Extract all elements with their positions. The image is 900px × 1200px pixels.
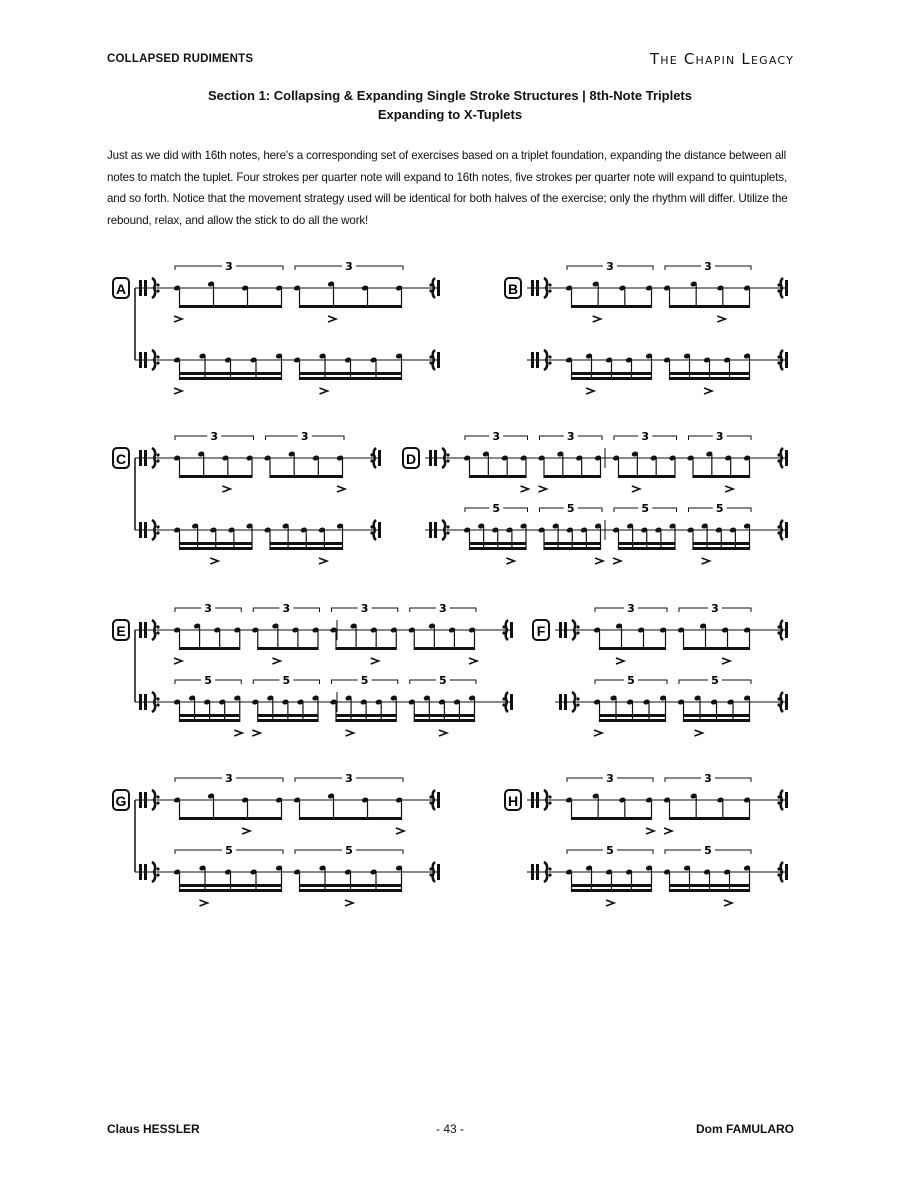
exercise-label xyxy=(403,448,419,468)
repeat-end-sign xyxy=(506,620,508,640)
beam xyxy=(600,714,666,717)
percussion-clef-bar xyxy=(429,522,432,538)
percussion-clef-bar xyxy=(536,352,539,368)
exercise-label-text: A xyxy=(115,281,127,297)
accent-mark xyxy=(328,316,336,322)
tuplet-number: 5 xyxy=(566,502,575,515)
beam xyxy=(670,305,750,308)
final-barline xyxy=(437,352,440,368)
final-barline xyxy=(785,694,788,710)
beam xyxy=(414,719,474,722)
beam xyxy=(619,547,676,550)
accent-mark xyxy=(337,486,345,492)
beam xyxy=(180,305,282,308)
tuplet-number: 3 xyxy=(300,430,309,443)
repeat-dot xyxy=(156,453,159,456)
repeat-end-sign xyxy=(433,862,435,882)
exercise-label-text: D xyxy=(405,451,417,467)
accent-mark xyxy=(174,388,182,394)
beam xyxy=(180,889,282,892)
beam xyxy=(600,647,666,650)
accent-mark xyxy=(632,486,640,492)
beam xyxy=(693,475,750,478)
tuplet-number: 5 xyxy=(715,502,724,515)
tuplet-number: 5 xyxy=(711,674,719,687)
beam xyxy=(572,884,652,887)
percussion-clef-bar xyxy=(139,280,142,296)
repeat-end-sign xyxy=(781,620,783,640)
tuplet-number: 3 xyxy=(704,260,712,273)
accent-mark xyxy=(439,730,447,736)
exercise-label-text: G xyxy=(115,793,127,809)
beam xyxy=(180,817,282,820)
beam xyxy=(180,475,253,478)
accent-mark xyxy=(521,486,529,492)
tuplet-number: 3 xyxy=(566,430,575,443)
percussion-clef-bar xyxy=(139,694,142,710)
exercise-label-text: E xyxy=(116,623,126,639)
repeat-dot xyxy=(548,283,551,286)
repeat-dot xyxy=(156,697,159,700)
repeat-dot xyxy=(576,703,579,706)
beam xyxy=(684,647,750,650)
beam xyxy=(600,719,666,722)
beam xyxy=(180,714,240,717)
repeat-dot xyxy=(548,289,551,292)
exercise-label xyxy=(113,790,129,810)
final-barline xyxy=(378,522,381,538)
accent-mark xyxy=(252,730,260,736)
final-barline xyxy=(785,280,788,296)
accent-mark xyxy=(702,558,710,564)
percussion-clef-bar xyxy=(531,280,534,296)
tuplet-number: 3 xyxy=(282,602,291,615)
final-barline xyxy=(437,792,440,808)
percussion-clef-bar xyxy=(531,864,534,880)
repeat-end-sign xyxy=(433,350,435,370)
tuplet-number: 5 xyxy=(360,674,369,687)
final-barline xyxy=(785,522,788,538)
tuplet-number: 3 xyxy=(225,772,233,785)
repeat-dot xyxy=(576,697,579,700)
beam xyxy=(180,377,282,380)
percussion-clef-bar xyxy=(144,864,147,880)
exercise-label-text: C xyxy=(115,451,127,467)
repeat-end-sign xyxy=(781,350,783,370)
repeat-dot xyxy=(156,631,159,634)
accent-mark xyxy=(595,558,603,564)
beam xyxy=(180,372,282,375)
accent-mark xyxy=(346,730,354,736)
accent-mark xyxy=(586,388,594,394)
accent-mark xyxy=(242,828,250,834)
repeat-dot xyxy=(156,459,159,462)
repeat-dot xyxy=(548,355,551,358)
tuplet-number: 3 xyxy=(606,260,614,273)
beam xyxy=(300,884,402,887)
percussion-clef-bar xyxy=(536,864,539,880)
exercise-label xyxy=(533,620,549,640)
repeat-dot xyxy=(156,873,159,876)
tuplet-number: 5 xyxy=(627,674,635,687)
accent-mark xyxy=(272,658,280,664)
percussion-clef-bar xyxy=(139,864,142,880)
exercise-label-text: H xyxy=(507,793,519,809)
accent-mark xyxy=(506,558,514,564)
tuplet-number: 3 xyxy=(225,260,233,273)
beam xyxy=(572,889,652,892)
beam xyxy=(180,542,253,545)
beam xyxy=(670,377,750,380)
accent-mark xyxy=(695,730,703,736)
beam xyxy=(544,542,601,545)
repeat-dot xyxy=(446,453,449,456)
tuplet-number: 3 xyxy=(345,260,353,273)
accent-mark xyxy=(664,828,672,834)
final-barline xyxy=(510,694,513,710)
beam xyxy=(270,542,343,545)
beam xyxy=(258,714,318,717)
tuplet-number: 3 xyxy=(711,602,719,615)
repeat-dot xyxy=(156,801,159,804)
repeat-dot xyxy=(576,631,579,634)
final-barline xyxy=(785,792,788,808)
tuplet-number: 5 xyxy=(704,844,712,857)
percussion-clef-bar xyxy=(531,792,534,808)
beam xyxy=(670,884,750,887)
beam xyxy=(180,719,240,722)
beam xyxy=(270,547,343,550)
repeat-dot xyxy=(548,867,551,870)
repeat-dot xyxy=(156,289,159,292)
repeat-dot xyxy=(446,531,449,534)
beam xyxy=(684,719,750,722)
tuplet-number: 3 xyxy=(704,772,712,785)
beam xyxy=(619,542,676,545)
percussion-clef-bar xyxy=(144,450,147,466)
repeat-dot xyxy=(548,795,551,798)
repeat-end-sign xyxy=(781,520,783,540)
accent-mark xyxy=(613,558,621,564)
percussion-clef-bar xyxy=(139,792,142,808)
accent-mark xyxy=(606,900,614,906)
tuplet-number: 5 xyxy=(439,674,447,687)
final-barline xyxy=(437,864,440,880)
accent-mark xyxy=(320,388,328,394)
accent-mark xyxy=(174,316,182,322)
final-barline xyxy=(378,450,381,466)
repeat-end-sign xyxy=(781,692,783,712)
tuplet-number: 5 xyxy=(345,844,353,857)
repeat-dot xyxy=(156,531,159,534)
repeat-dot xyxy=(446,525,449,528)
percussion-clef-bar xyxy=(139,522,142,538)
beam xyxy=(258,647,318,650)
intro-paragraph: Just as we did with 16th notes, here's a corresponding set of exercises based on a triplet foundation, expanding the distance between all notes to match the tuplet. Four strokes per quarter note will expand to 16th notes, five strokes per quarter note will expand to quintuplets, and so forth. Notice that the movement strategy used will be identical for both halves of the exercise; only the rhythm will differ. Utilize the rebound, relax, and allow the stick to do all the work! xyxy=(107,149,788,227)
accent-mark xyxy=(345,900,353,906)
accent-mark xyxy=(724,900,732,906)
exercise-label xyxy=(113,448,129,468)
percussion-clef-bar xyxy=(144,694,147,710)
final-barline xyxy=(510,622,513,638)
tuplet-number: 3 xyxy=(439,602,447,615)
beam xyxy=(572,377,652,380)
exercise-label xyxy=(113,278,129,298)
repeat-dot xyxy=(156,795,159,798)
exercise-label-text: F xyxy=(536,623,546,639)
tuplet-number: 3 xyxy=(606,772,614,785)
beam xyxy=(670,372,750,375)
beam xyxy=(572,817,652,820)
exercise-label-text: B xyxy=(507,281,519,297)
accent-mark xyxy=(371,658,379,664)
exercise-label xyxy=(505,278,521,298)
repeat-end-sign xyxy=(781,862,783,882)
accent-mark xyxy=(319,558,327,564)
accent-mark xyxy=(616,658,624,664)
percussion-clef-bar xyxy=(429,450,432,466)
footer-author-right: Dom FAMULARO xyxy=(696,1122,794,1136)
tuplet-number: 3 xyxy=(345,772,353,785)
tuplet-number: 3 xyxy=(360,602,369,615)
tuplet-number: 5 xyxy=(606,844,614,857)
beam xyxy=(336,714,396,717)
percussion-clef-bar xyxy=(531,352,534,368)
final-barline xyxy=(785,622,788,638)
accent-mark xyxy=(539,486,547,492)
beam xyxy=(336,719,396,722)
beam xyxy=(619,475,676,478)
exercise-label xyxy=(505,790,521,810)
final-barline xyxy=(785,450,788,466)
percussion-clef-bar xyxy=(564,622,567,638)
percussion-clef-bar xyxy=(144,352,147,368)
accent-mark xyxy=(222,486,230,492)
beam xyxy=(572,305,652,308)
tuplet-number: 5 xyxy=(641,502,650,515)
accent-mark xyxy=(717,316,725,322)
percussion-clef-bar xyxy=(434,450,437,466)
repeat-dot xyxy=(156,361,159,364)
tuplet-number: 3 xyxy=(492,430,501,443)
beam xyxy=(336,647,396,650)
beam xyxy=(270,475,343,478)
footer-author-left: Claus HESSLER xyxy=(107,1122,200,1136)
beam xyxy=(258,719,318,722)
beam xyxy=(470,475,527,478)
tuplet-number: 3 xyxy=(715,430,724,443)
beam xyxy=(670,889,750,892)
repeat-dot xyxy=(156,625,159,628)
beam xyxy=(300,817,402,820)
percussion-clef-bar xyxy=(434,522,437,538)
beam xyxy=(544,475,601,478)
repeat-end-sign xyxy=(506,692,508,712)
percussion-clef-bar xyxy=(144,280,147,296)
repeat-dot xyxy=(548,873,551,876)
accent-mark xyxy=(210,558,218,564)
repeat-dot xyxy=(156,283,159,286)
accent-mark xyxy=(469,658,477,664)
accent-mark xyxy=(396,828,404,834)
beam xyxy=(544,547,601,550)
beam xyxy=(414,647,474,650)
tuplet-number: 3 xyxy=(204,602,212,615)
tuplet-number: 5 xyxy=(282,674,291,687)
running-header-right: The Chapin Legacy xyxy=(649,50,794,68)
repeat-end-sign xyxy=(781,278,783,298)
beam xyxy=(414,714,474,717)
repeat-dot xyxy=(156,355,159,358)
beam xyxy=(470,547,527,550)
repeat-dot xyxy=(156,703,159,706)
exercise-label xyxy=(113,620,129,640)
final-barline xyxy=(437,280,440,296)
tuplet-number: 5 xyxy=(492,502,501,515)
accent-mark xyxy=(704,388,712,394)
beam xyxy=(180,884,282,887)
beam xyxy=(180,647,240,650)
percussion-clef-bar xyxy=(536,280,539,296)
beam xyxy=(572,372,652,375)
accent-mark xyxy=(200,900,208,906)
beam xyxy=(300,377,402,380)
running-header-left: COLLAPSED RUDIMENTS xyxy=(107,53,254,65)
beam xyxy=(300,889,402,892)
beam xyxy=(670,817,750,820)
tuplet-number: 3 xyxy=(210,430,219,443)
beam xyxy=(470,542,527,545)
tuplet-number: 3 xyxy=(641,430,650,443)
percussion-clef-bar xyxy=(144,522,147,538)
beam xyxy=(300,372,402,375)
repeat-end-sign xyxy=(781,448,783,468)
repeat-dot xyxy=(548,801,551,804)
tuplet-number: 5 xyxy=(204,674,212,687)
beam xyxy=(684,714,750,717)
percussion-clef-bar xyxy=(139,622,142,638)
accent-mark xyxy=(594,730,602,736)
repeat-end-sign xyxy=(374,520,376,540)
repeat-dot xyxy=(548,361,551,364)
percussion-clef-bar xyxy=(564,694,567,710)
percussion-clef-bar xyxy=(536,792,539,808)
percussion-clef-bar xyxy=(139,450,142,466)
accent-mark xyxy=(593,316,601,322)
accent-mark xyxy=(725,486,733,492)
section-subtitle: Expanding to X-Tuplets xyxy=(377,107,523,122)
repeat-dot xyxy=(156,525,159,528)
section-title: Section 1: Collapsing & Expanding Single Stroke Structures | 8th-Note Triplets xyxy=(208,88,692,103)
repeat-dot xyxy=(576,625,579,628)
accent-mark xyxy=(234,730,242,736)
final-barline xyxy=(785,352,788,368)
percussion-clef-bar xyxy=(559,622,562,638)
beam xyxy=(693,542,750,545)
repeat-end-sign xyxy=(781,790,783,810)
accent-mark xyxy=(722,658,730,664)
final-barline xyxy=(785,864,788,880)
percussion-clef-bar xyxy=(144,622,147,638)
percussion-clef-bar xyxy=(144,792,147,808)
percussion-clef-bar xyxy=(559,694,562,710)
repeat-dot xyxy=(446,459,449,462)
tuplet-number: 3 xyxy=(627,602,635,615)
percussion-clef-bar xyxy=(139,352,142,368)
beam xyxy=(180,547,253,550)
repeat-dot xyxy=(156,867,159,870)
beam xyxy=(300,305,402,308)
page-number: - 43 - xyxy=(435,1122,464,1136)
repeat-end-sign xyxy=(374,448,376,468)
accent-mark xyxy=(174,658,182,664)
repeat-end-sign xyxy=(433,790,435,810)
repeat-end-sign xyxy=(433,278,435,298)
beam xyxy=(693,547,750,550)
accent-mark xyxy=(646,828,654,834)
tuplet-number: 5 xyxy=(225,844,233,857)
